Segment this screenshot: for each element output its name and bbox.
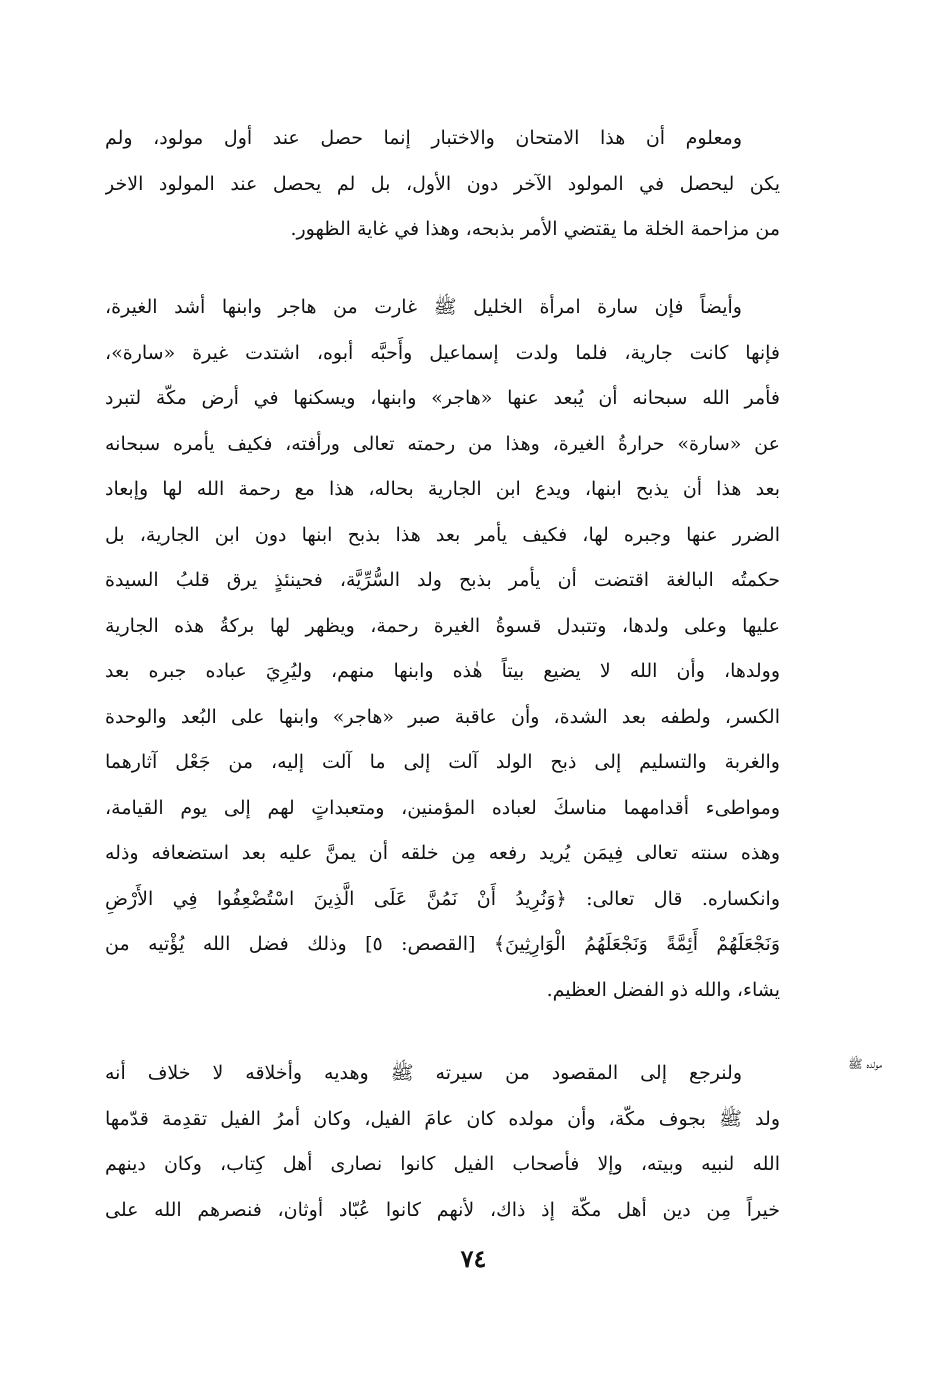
text-line: ولنرجع إلى المقصود من سيرته ﷺ وهديه وأخلاقه لا خلاف أنه — [105, 1062, 742, 1084]
text-line: وَنَجْعَلَهُمْ أَئِمَّةً وَنَجْعَلَهُمُ الْوَارِثِينَ﴾ [القصص: ٥] وذلك فضل الله يُؤْتيه من — [105, 933, 780, 955]
paragraph-3 — [105, 1051, 780, 1233]
text-line: من مزاحمة الخلة ما يقتضي الأمر بذبحه، وهذا في غاية الظهور. — [290, 218, 780, 240]
text-line: حكمتُه البالغة اقتضت أن يأمر بذبح ولد السُّرِّيَّة، فحينئذٍ يرق قلبُ السيدة — [105, 569, 780, 591]
text-line: وانكساره. قال تعالى: ﴿وَنُرِيدُ أَنْ نَمُنَّ عَلَى الَّذِينَ اسْتُضْعِفُوا فِي الأَرْضِ — [105, 887, 780, 910]
text-line: ومعلوم أن هذا الامتحان والاختبار إنما حصل عند أول مولود، ولم — [105, 127, 742, 149]
text-line: فأمر الله سبحانه أن يُبعد عنها «هاجر» وابنها، ويسكنها في أرض مكّة لتبرد — [105, 387, 780, 409]
text-line: والغربة والتسليم إلى ذبح الولد آلت إلى ما آلت إليه، من جَعْل آثارهما — [105, 751, 780, 773]
text-line: فإنها كانت جارية، فلما ولدت إسماعيل وأَحبَّه أبوه، اشتدت غيرة «سارة»، — [105, 341, 780, 364]
paragraph-2 — [105, 285, 780, 1013]
text-line: يكن ليحصل في المولود الآخر دون الأول، بل لم يحصل عند المولود الاخر — [105, 172, 780, 195]
text-line: ولد ﷺ بجوف مكّة، وأن مولده كان عامَ الفيل، وكان أمرُ الفيل تقدِمة قدّمها — [105, 1107, 780, 1130]
text-line: عليها وعلى ولدها، وتتبدل قسوةُ الغيرة رحمة، ويظهر لها بركةُ هذه الجارية — [105, 614, 780, 637]
page-number: ٧٤ — [460, 1244, 487, 1273]
paragraph-1 — [105, 116, 780, 253]
text-line: الضرر عنها وجبره لها، فكيف يأمر بعد هذا بذبح ابنها دون ابن الجارية، بل — [105, 523, 780, 546]
text-line: الله لنبيه وبيته، وإلا فأصحاب الفيل كانوا نصارى أهل كِتاب، وكان دينهم — [105, 1153, 780, 1175]
text-line: ومواطىء أقدامهما مناسكَ لعباده المؤمنين، ومتعبداتٍ لهم إلى يوم القيامة، — [105, 796, 780, 819]
text-line: يشاء، والله ذو الفضل العظيم. — [546, 978, 780, 1001]
text-line: وأيضاً فإن سارة امرأة الخليل ﷺ غارت من هاجر وابنها أشد الغيرة، — [105, 296, 742, 318]
text-line: عن «سارة» حرارةُ الغيرة، وهذا من رحمته تعالى ورأفته، فكيف يأمره سبحانه — [105, 432, 780, 455]
text-line: بعد هذا أن يذبح ابنها، ويدع ابن الجارية بحاله، هذا مع رحمة الله لها وإبعاد — [105, 478, 780, 500]
margin-note: مولده ﷺ — [848, 1057, 882, 1071]
text-line: وهذه سنته تعالى فِيمَن يُريد رفعه مِن خلقه أن يمنَّ عليه بعد استضعافه وذله — [105, 842, 780, 864]
text-line: وولدها، وأن الله لا يضيع بيتاً هٰذه وابنها منهم، وليُرِيَ عباده جبره بعد — [105, 660, 780, 682]
text-line: الكسر، ولطفه بعد الشدة، وأن عاقبة صبر «هاجر» وابنها على البُعد والوحدة — [105, 705, 780, 728]
text-line: خيراً مِن دين أهل مكّة إذ ذاك، لأنهم كانوا عُبّاد أوثان، فنصرهم الله على — [105, 1198, 780, 1221]
